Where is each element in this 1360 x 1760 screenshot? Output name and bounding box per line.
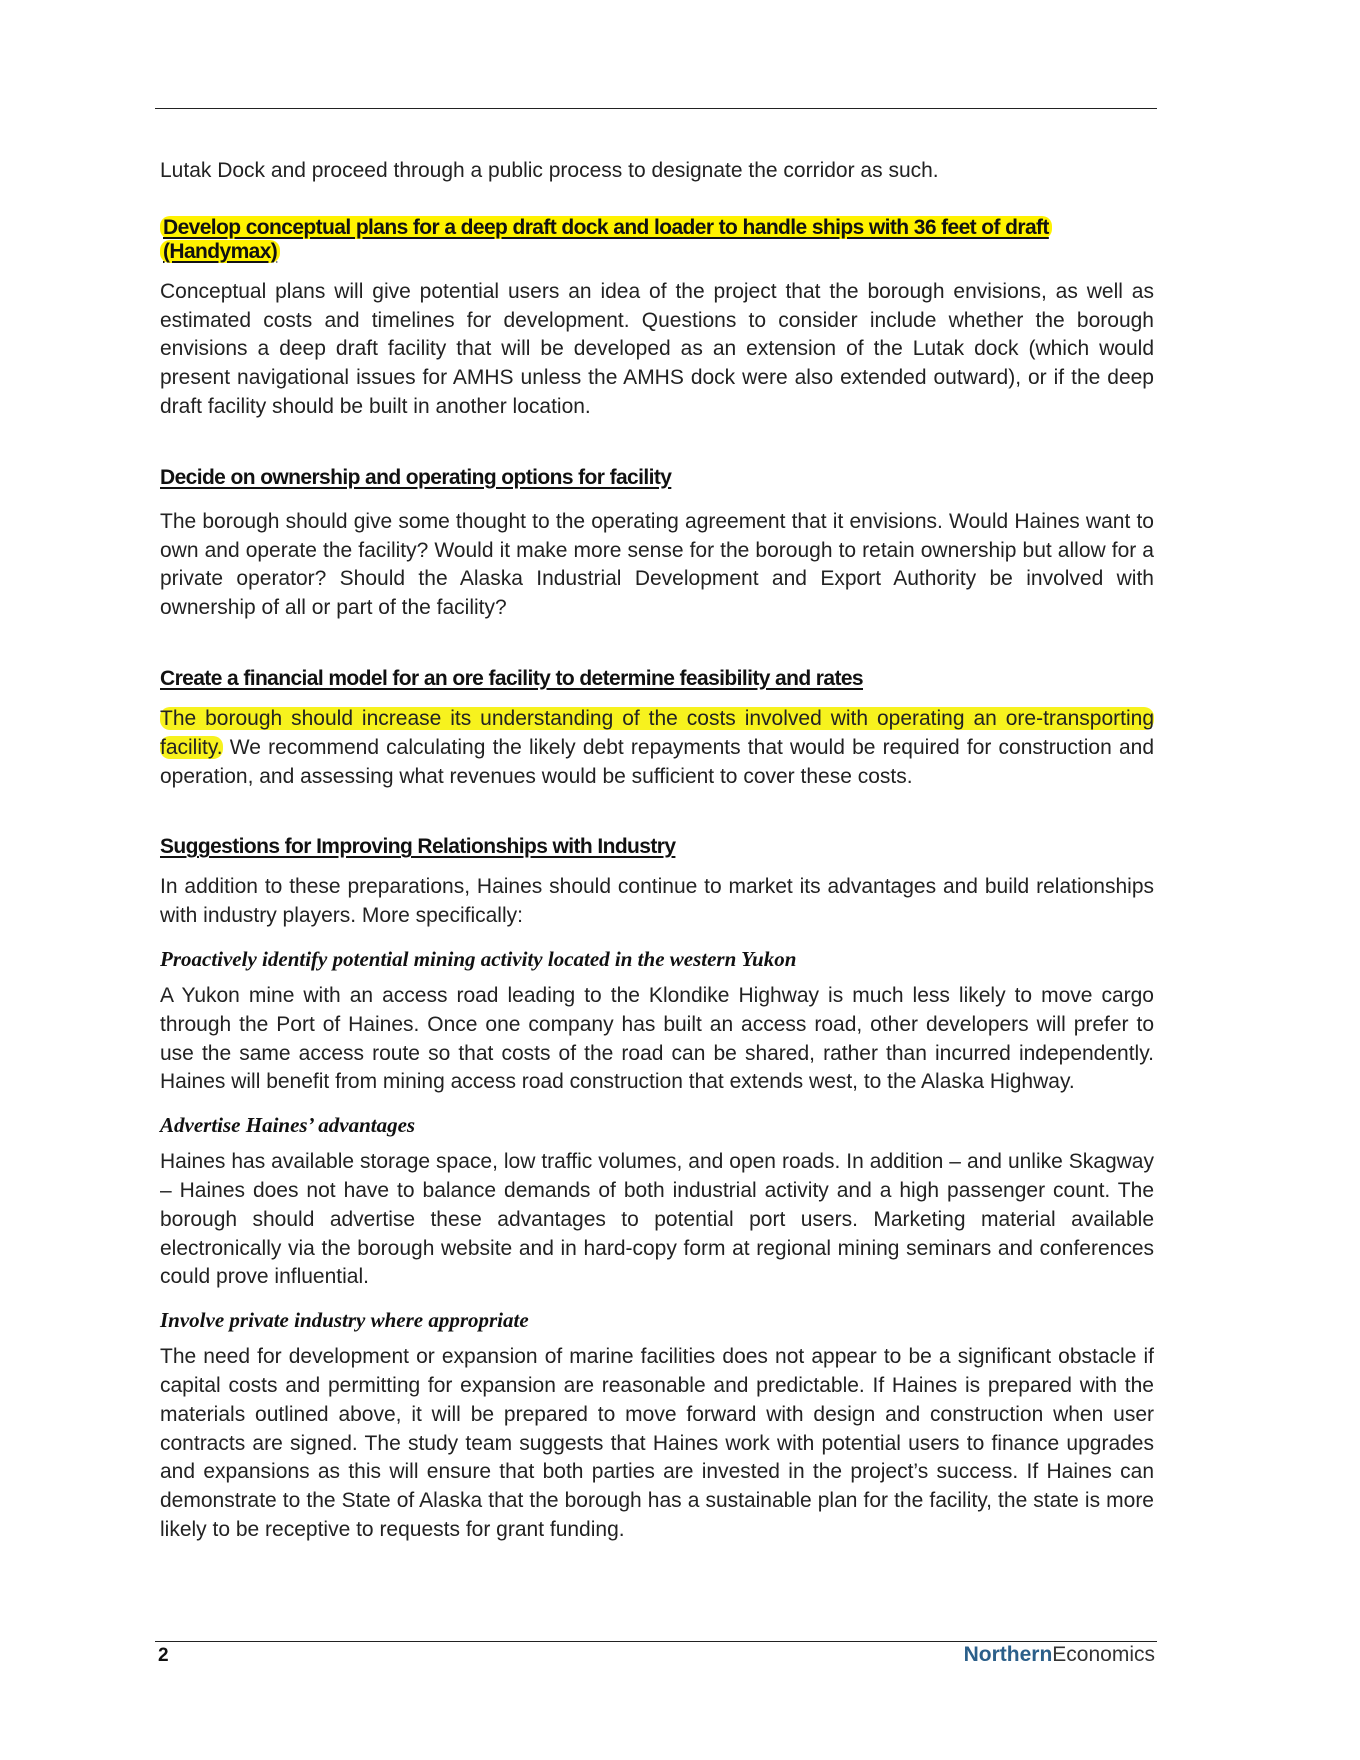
continuation-paragraph: Lutak Dock and proceed through a public process to designate the corridor as such. [160, 159, 939, 182]
subheading-yukon-mining: Proactively identify potential mining activity located in the western Yukon [160, 946, 797, 971]
section-heading-ownership: Decide on ownership and operating options for facility [160, 465, 672, 489]
section-heading-conceptual-plans [160, 216, 1154, 264]
subbody-advertise-advantages: Haines has available storage space, low traffic volumes, and open roads. In addition – and unlike Skagway – Haines does not have to balance demands of both industrial activity and a high passenger count. The borough should advertise these advantages to potential port users. Marketing material available electronically via the borough website and in hard-copy form at regional mining seminars and conferences could prove influential. [160, 1150, 1154, 1289]
subheading-advertise-advantages: Advertise Haines’ advantages [160, 1113, 416, 1138]
page-content [160, 157, 1154, 1545]
header-rule [155, 108, 1157, 109]
page-number: 2 [158, 1645, 169, 1666]
subbody-yukon-mining: A Yukon mine with an access road leading to the Klondike Highway is much less likely to move cargo through the Port of Haines. Once one company has built an access road, other developers will prefer to use the same access route so that costs of the road can be shared, rather than incurred independently. Haines will benefit from mining access road construction that extends west, to the Alaska Highway. [160, 983, 1154, 1094]
section-body-industry-relationships: In addition to these preparations, Haines should continue to market its advantages and build relationships with industry players. More specifically: [160, 875, 1154, 928]
subheading-private-industry: Involve private industry where appropriate [160, 1308, 529, 1333]
northern-economics-logo [955, 1643, 1155, 1667]
highlighted-sentence: The borough should increase its understanding of the costs involved with operating an ore-transporting facility. [160, 706, 1154, 759]
logo-part-northern: Northern [963, 1643, 1053, 1666]
subbody-private-industry: The need for development or expansion of marine facilities does not appear to be a significant obstacle if capital costs and permitting for expansion are reasonable and predictable. If Haines is prepared with the materials outlined above, it will be prepared to move forward with design and construction when user contracts are signed. The study team suggests that Haines work with potential users to finance upgrades and expansions as this will ensure that both parties are invested in the project’s success. If Haines can demonstrate to the State of Alaska that the borough has a sustainable plan for the facility, the state is more likely to be receptive to requests for grant funding. [160, 1345, 1154, 1541]
section-body-conceptual-plans: Conceptual plans will give potential users an idea of the project that the borough envisions, as well as estimated costs and timelines for development. Questions to consider include whether the borough envisions a deep draft facility that will be developed as an extension of the Lutak dock (which would present navigational issues for AMHS unless the AMHS dock were also extended outward), or if the deep draft facility should be built in another location. [160, 279, 1154, 418]
section-body-financial-model [160, 705, 1154, 791]
highlighted-heading: Develop conceptual plans for a deep draft dock and loader to handle ships with 36 feet of draft (Handymax) [160, 216, 1052, 263]
section-heading-industry-relationships: Suggestions for Improving Relationships with Industry [160, 835, 676, 859]
footer-rule [155, 1641, 1157, 1642]
body-rest: We recommend calculating the likely debt repayments that would be required for construction and operation, and assessing what revenues would be sufficient to cover these costs. [160, 735, 1154, 788]
logo-part-economics: Economics [1052, 1643, 1155, 1666]
section-body-ownership: The borough should give some thought to the operating agreement that it envisions. Would Haines want to own and operate the facility? Would it make more sense for the borough to retain ownership but allow for a private operator? Should the Alaska Industrial Development and Export Authority be involved with ownership of all or part of the facility? [160, 509, 1154, 620]
section-heading-financial-model: Create a financial model for an ore facility to determine feasibility and rates [160, 666, 863, 690]
